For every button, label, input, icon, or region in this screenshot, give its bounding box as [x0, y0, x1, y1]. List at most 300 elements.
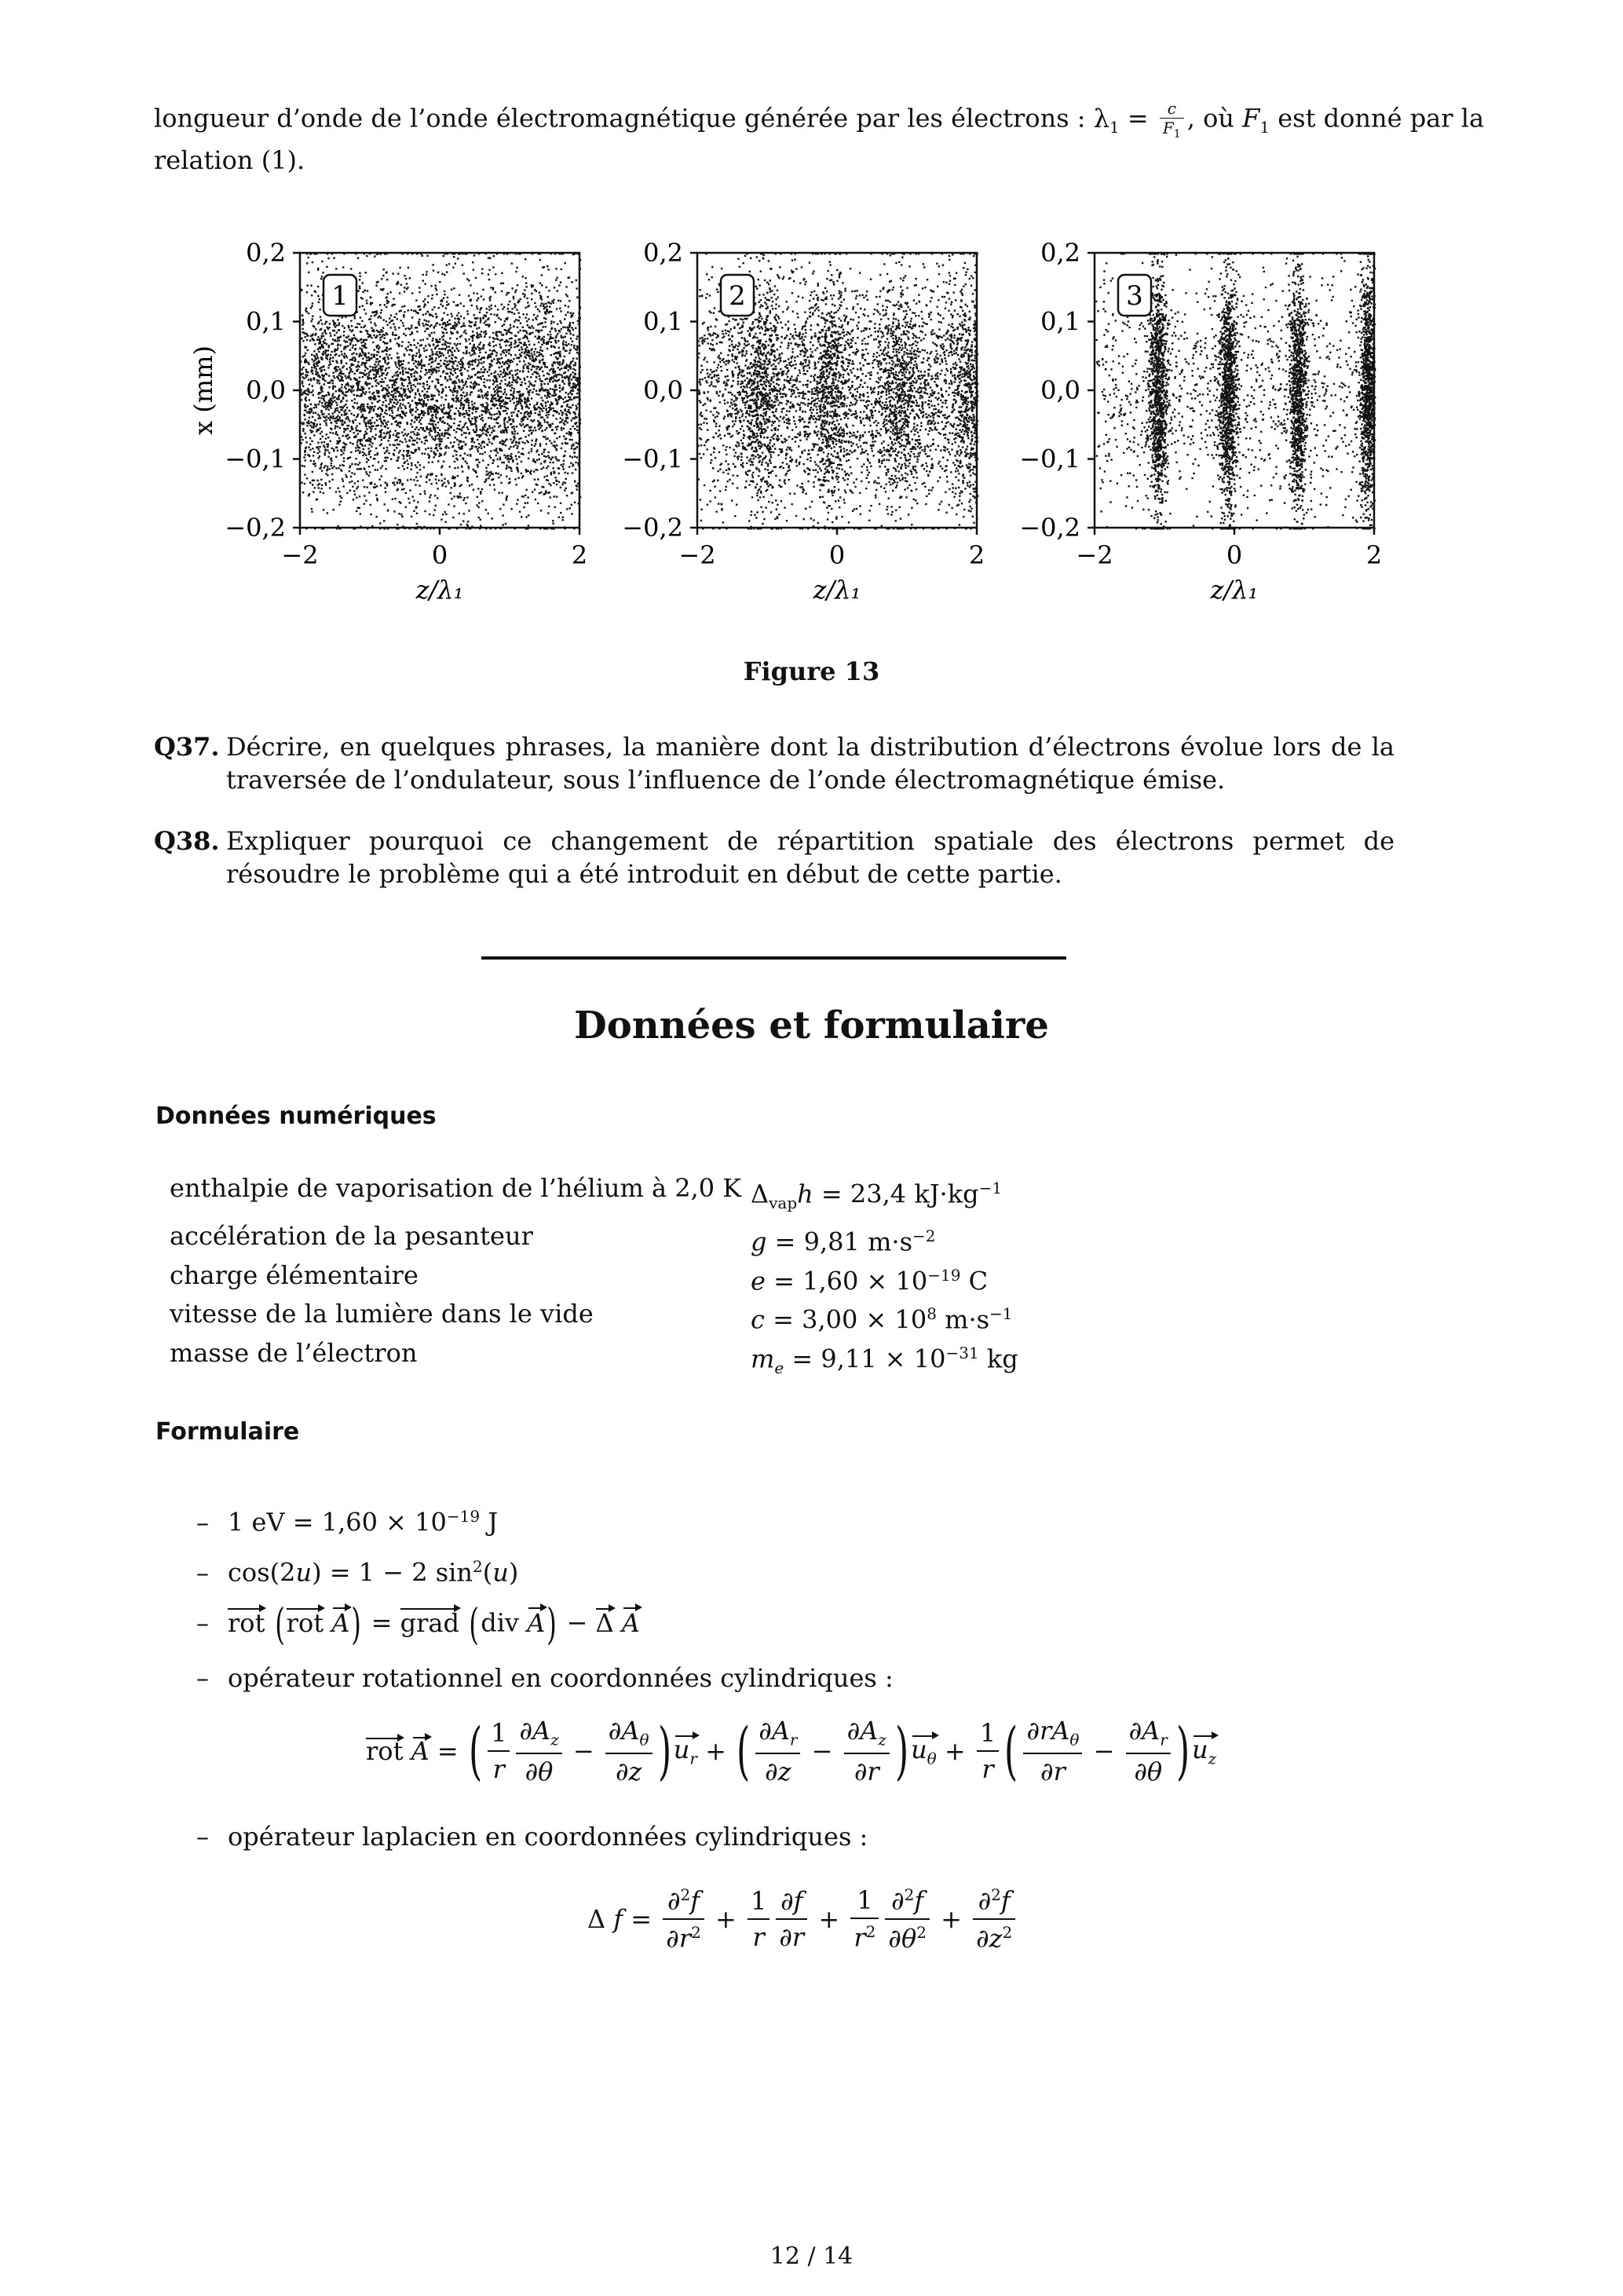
scatter-point	[424, 430, 426, 432]
scatter-point	[399, 405, 400, 407]
scatter-point	[486, 406, 488, 408]
scatter-point	[570, 386, 572, 388]
scatter-point	[400, 320, 402, 321]
scatter-point	[371, 417, 373, 419]
scatter-point	[313, 326, 315, 327]
scatter-point	[495, 413, 497, 415]
scatter-point	[479, 415, 481, 417]
scatter-point	[486, 470, 488, 472]
scatter-point	[324, 329, 326, 331]
scatter-point	[327, 449, 328, 451]
scatter-point	[499, 448, 500, 449]
scatter-point	[379, 337, 381, 338]
scatter-point	[334, 367, 336, 368]
scatter-point	[495, 472, 496, 473]
scatter-point	[459, 513, 460, 514]
scatter-point	[316, 382, 318, 383]
scatter-point	[373, 486, 375, 488]
scatter-point	[324, 417, 326, 419]
scatter-point	[570, 338, 572, 339]
scatter-point	[499, 339, 501, 341]
scatter-point	[435, 285, 437, 287]
scatter-point	[437, 354, 438, 356]
scatter-point	[451, 418, 452, 419]
scatter-point	[397, 401, 398, 403]
scatter-point	[497, 452, 499, 453]
scatter-point	[532, 360, 533, 361]
scatter-point	[532, 366, 533, 367]
scatter-point	[378, 316, 380, 317]
scatter-point	[499, 343, 500, 345]
scatter-point	[535, 441, 536, 442]
scatter-point	[376, 310, 378, 312]
scatter-point	[428, 412, 430, 414]
scatter-point	[397, 371, 398, 372]
scatter-point	[463, 404, 465, 406]
scatter-point	[566, 405, 568, 407]
scatter-point	[344, 414, 345, 415]
scatter-point	[329, 382, 331, 383]
scatter-point	[386, 460, 387, 462]
scatter-point	[528, 452, 529, 453]
scatter-point	[517, 448, 518, 449]
scatter-point	[317, 430, 319, 431]
scatter-point	[323, 413, 324, 415]
scatter-point	[314, 367, 316, 368]
scatter-point	[319, 483, 320, 484]
scatter-point	[408, 345, 409, 347]
scatter-point	[334, 410, 336, 411]
scatter-point	[565, 392, 567, 393]
scatter-point	[383, 432, 385, 433]
scatter-point	[564, 424, 565, 426]
scatter-point	[533, 388, 535, 389]
scatter-point	[346, 492, 348, 494]
scatter-point	[574, 502, 576, 503]
scatter-point	[469, 352, 470, 353]
scatter-point	[546, 427, 547, 429]
scatter-point	[505, 341, 506, 342]
scatter-point	[452, 398, 454, 400]
scatter-point	[509, 345, 510, 346]
scatter-point	[518, 320, 520, 321]
scatter-point	[534, 479, 536, 481]
scatter-point	[453, 441, 455, 443]
scatter-point	[328, 393, 330, 395]
scatter-point	[460, 524, 462, 525]
scatter-point	[375, 494, 377, 495]
scatter-point	[481, 368, 482, 370]
scatter-point	[561, 269, 562, 270]
scatter-point	[480, 444, 481, 446]
scatter-point	[349, 359, 351, 360]
scatter-point	[326, 424, 327, 426]
scatter-point	[430, 406, 431, 408]
scatter-point	[317, 336, 319, 338]
scatter-point	[463, 497, 465, 499]
scatter-point	[354, 494, 356, 495]
scatter-point	[437, 434, 438, 436]
scatter-point	[533, 353, 535, 355]
scatter-point	[541, 381, 543, 382]
scatter-point	[308, 420, 309, 422]
scatter-point	[542, 486, 543, 488]
scatter-point	[415, 484, 416, 485]
scatter-point	[358, 340, 360, 342]
scatter-point	[481, 441, 483, 442]
scatter-point	[555, 448, 557, 450]
scatter-point	[562, 398, 564, 400]
scatter-point	[427, 473, 429, 475]
scatter-point	[346, 368, 348, 370]
scatter-point	[403, 388, 404, 389]
scatter-point	[445, 521, 447, 523]
scatter-point	[375, 434, 377, 436]
scatter-point	[403, 488, 404, 490]
scatter-point	[448, 503, 449, 505]
scatter-point	[476, 504, 477, 506]
scatter-point	[329, 361, 331, 363]
scatter-point	[484, 426, 485, 427]
scatter-point	[308, 313, 309, 314]
scatter-point	[311, 511, 313, 513]
scatter-point	[489, 336, 491, 338]
scatter-point	[516, 267, 517, 269]
scatter-point	[305, 397, 306, 398]
scatter-point	[548, 483, 550, 484]
scatter-point	[481, 448, 482, 449]
scatter-point	[550, 320, 552, 322]
scatter-point	[424, 320, 426, 321]
scatter-point	[342, 481, 344, 482]
scatter-point	[475, 426, 477, 427]
scatter-point	[565, 350, 567, 352]
scatter-point	[474, 419, 476, 420]
scatter-point	[459, 424, 460, 426]
scatter-point	[461, 397, 462, 399]
scatter-point	[508, 353, 510, 354]
scatter-point	[458, 386, 459, 387]
scatter-point	[390, 348, 392, 349]
scatter-point	[327, 404, 328, 406]
scatter-point	[547, 334, 549, 335]
scatter-point	[327, 456, 329, 458]
scatter-point	[364, 467, 365, 469]
scatter-point	[384, 360, 386, 361]
scatter-point	[516, 426, 517, 427]
scatter-point	[315, 328, 316, 330]
scatter-point	[514, 313, 515, 314]
scatter-point	[466, 370, 468, 371]
scatter-point	[419, 421, 420, 422]
scatter-point	[513, 440, 514, 441]
scatter-point	[467, 466, 469, 467]
scatter-point	[427, 408, 429, 409]
scatter-point	[391, 399, 393, 400]
scatter-point	[554, 410, 556, 411]
scatter-point	[571, 327, 572, 328]
scatter-point	[364, 365, 366, 367]
scatter-point	[306, 291, 308, 293]
scatter-point	[440, 355, 441, 356]
scatter-point	[440, 303, 441, 305]
scatter-point	[548, 290, 550, 291]
scatter-point	[349, 456, 351, 458]
scatter-point	[507, 311, 509, 313]
scatter-point	[445, 366, 447, 367]
scatter-point	[377, 499, 378, 501]
scatter-point	[325, 408, 327, 410]
scatter-point	[446, 264, 448, 265]
scatter-point	[510, 354, 512, 356]
scatter-point	[350, 413, 352, 415]
scatter-point	[331, 473, 333, 475]
scatter-point	[412, 440, 414, 441]
scatter-point	[552, 316, 554, 317]
scatter-point	[527, 413, 528, 415]
scatter-point	[337, 398, 338, 400]
scatter-point	[387, 356, 389, 358]
scatter-point	[368, 388, 370, 389]
scatter-point	[546, 416, 548, 418]
scatter-point	[368, 374, 370, 375]
scatter-point	[563, 435, 565, 437]
scatter-point	[379, 418, 381, 419]
scatter-point	[527, 397, 528, 398]
scatter-point	[378, 348, 379, 349]
scatter-point	[492, 353, 493, 354]
scatter-point	[509, 478, 510, 480]
scatter-point	[448, 345, 450, 347]
scatter-point	[314, 360, 316, 361]
scatter-point	[426, 404, 427, 405]
scatter-point	[325, 394, 327, 396]
scatter-point	[562, 360, 564, 361]
scatter-point	[470, 343, 471, 345]
scatter-point	[545, 402, 546, 404]
scatter-point	[544, 421, 546, 422]
scatter-point	[302, 367, 304, 368]
scatter-point	[539, 424, 541, 426]
scatter-point	[433, 370, 435, 371]
scatter-point	[308, 455, 309, 456]
scatter-point	[433, 456, 435, 458]
scatter-point	[385, 369, 386, 371]
scatter-point	[559, 436, 561, 437]
scatter-point	[417, 480, 419, 481]
scatter-point	[357, 486, 359, 488]
scatter-point	[349, 329, 351, 331]
scatter-point	[352, 357, 353, 359]
scatter-point	[521, 495, 523, 497]
scatter-point	[383, 381, 385, 382]
scatter-point	[495, 291, 496, 293]
scatter-point	[440, 454, 441, 455]
scatter-point	[568, 380, 570, 382]
scatter-point	[447, 379, 448, 381]
scatter-point	[318, 397, 320, 399]
scatter-point	[379, 444, 381, 446]
scatter-point	[382, 327, 384, 328]
scatter-point	[497, 374, 499, 375]
scatter-point	[438, 480, 440, 481]
scatter-point	[401, 416, 403, 418]
scatter-point	[543, 336, 545, 338]
scatter-point	[350, 386, 352, 387]
scatter-point	[393, 382, 395, 384]
scatter-point	[561, 335, 562, 337]
scatter-point	[539, 443, 541, 444]
scatter-point	[360, 393, 362, 395]
scatter-point	[411, 376, 412, 378]
scatter-point	[384, 503, 386, 505]
scatter-point	[301, 290, 302, 291]
scatter-point	[333, 466, 334, 467]
scatter-point	[326, 444, 327, 445]
scatter-point	[397, 439, 398, 441]
scatter-point	[540, 388, 542, 389]
scatter-point	[546, 342, 548, 343]
scatter-point	[444, 322, 446, 324]
scatter-point	[423, 350, 425, 352]
scatter-point	[305, 407, 306, 408]
scatter-point	[454, 328, 455, 330]
scatter-point	[408, 367, 410, 369]
scatter-point	[387, 358, 389, 360]
scatter-point	[309, 493, 310, 495]
scatter-point	[468, 433, 470, 434]
scatter-point	[524, 296, 525, 298]
scatter-point	[314, 465, 316, 466]
scatter-point	[307, 393, 309, 395]
scatter-point	[566, 508, 568, 510]
scatter-point	[364, 345, 365, 346]
scatter-point	[501, 450, 503, 452]
scatter-point	[388, 404, 389, 405]
scatter-point	[463, 385, 465, 386]
scatter-point	[380, 437, 382, 438]
scatter-point	[450, 442, 451, 444]
scatter-point	[446, 271, 448, 272]
scatter-point	[432, 309, 433, 310]
scatter-point	[399, 267, 400, 269]
scatter-point	[378, 390, 379, 392]
scatter-point	[561, 419, 563, 420]
scatter-point	[366, 486, 367, 488]
scatter-point	[302, 356, 304, 357]
scatter-point	[515, 407, 517, 408]
scatter-point	[416, 409, 418, 411]
scatter-point	[313, 394, 314, 396]
scatter-point	[394, 316, 396, 318]
scatter-point	[365, 440, 367, 441]
scatter-point	[519, 371, 521, 372]
scatter-point	[394, 444, 396, 446]
scatter-point	[416, 523, 418, 525]
scatter-point	[506, 363, 508, 364]
scatter-point	[356, 408, 358, 409]
scatter-point	[546, 367, 548, 368]
scatter-point	[508, 382, 510, 383]
scatter-point	[454, 450, 455, 452]
scatter-point	[522, 276, 524, 277]
scatter-point	[516, 415, 517, 416]
scatter-point	[391, 410, 393, 411]
scatter-point	[457, 475, 459, 477]
scatter-point	[344, 327, 345, 328]
scatter-point	[332, 360, 334, 362]
scatter-point	[517, 411, 519, 412]
scatter-point	[399, 393, 400, 394]
scatter-point	[353, 364, 354, 365]
scatter-point	[393, 402, 395, 404]
scatter-point	[350, 452, 352, 453]
scatter-point	[426, 481, 427, 483]
scatter-point	[373, 335, 375, 336]
scatter-point	[411, 400, 413, 401]
scatter-point	[557, 367, 559, 368]
scatter-point	[349, 465, 351, 466]
scatter-point	[441, 433, 443, 434]
scatter-point	[396, 375, 397, 376]
scatter-point	[448, 368, 450, 370]
scatter-point	[342, 392, 343, 393]
scatter-point	[467, 477, 469, 479]
scatter-point	[478, 517, 480, 518]
scatter-point	[352, 486, 353, 488]
scatter-point	[525, 469, 527, 470]
scatter-point	[513, 446, 514, 448]
scatter-point	[491, 364, 492, 366]
scatter-point	[493, 358, 495, 360]
scatter-point	[527, 298, 528, 299]
scatter-point	[503, 403, 505, 404]
scatter-point	[413, 444, 415, 445]
scatter-point	[522, 393, 524, 395]
scatter-point	[415, 312, 417, 313]
scatter-point	[487, 324, 488, 326]
scatter-point	[468, 418, 470, 419]
scatter-point	[334, 400, 335, 401]
scatter-point	[410, 411, 411, 413]
scatter-point	[512, 375, 514, 376]
scatter-point	[470, 386, 471, 387]
scatter-point	[539, 380, 541, 382]
scatter-point	[338, 322, 340, 324]
scatter-point	[546, 287, 547, 288]
scatter-point	[548, 457, 550, 459]
scatter-point	[568, 383, 569, 385]
scatter-point	[383, 419, 385, 421]
scatter-point	[398, 395, 400, 397]
scatter-point	[452, 266, 454, 268]
scatter-point	[459, 448, 461, 449]
scatter-point	[362, 282, 364, 283]
scatter-point	[370, 504, 371, 506]
scatter-point	[328, 345, 330, 346]
scatter-point	[486, 379, 488, 381]
scatter-point	[409, 406, 411, 408]
scatter-point	[565, 342, 567, 343]
scatter-point	[401, 384, 403, 386]
scatter-point	[371, 397, 373, 398]
scatter-point	[481, 295, 482, 297]
scatter-point	[496, 352, 498, 353]
scatter-point	[564, 376, 565, 378]
scatter-point	[382, 465, 383, 466]
scatter-point	[502, 443, 503, 444]
scatter-point	[464, 368, 466, 370]
